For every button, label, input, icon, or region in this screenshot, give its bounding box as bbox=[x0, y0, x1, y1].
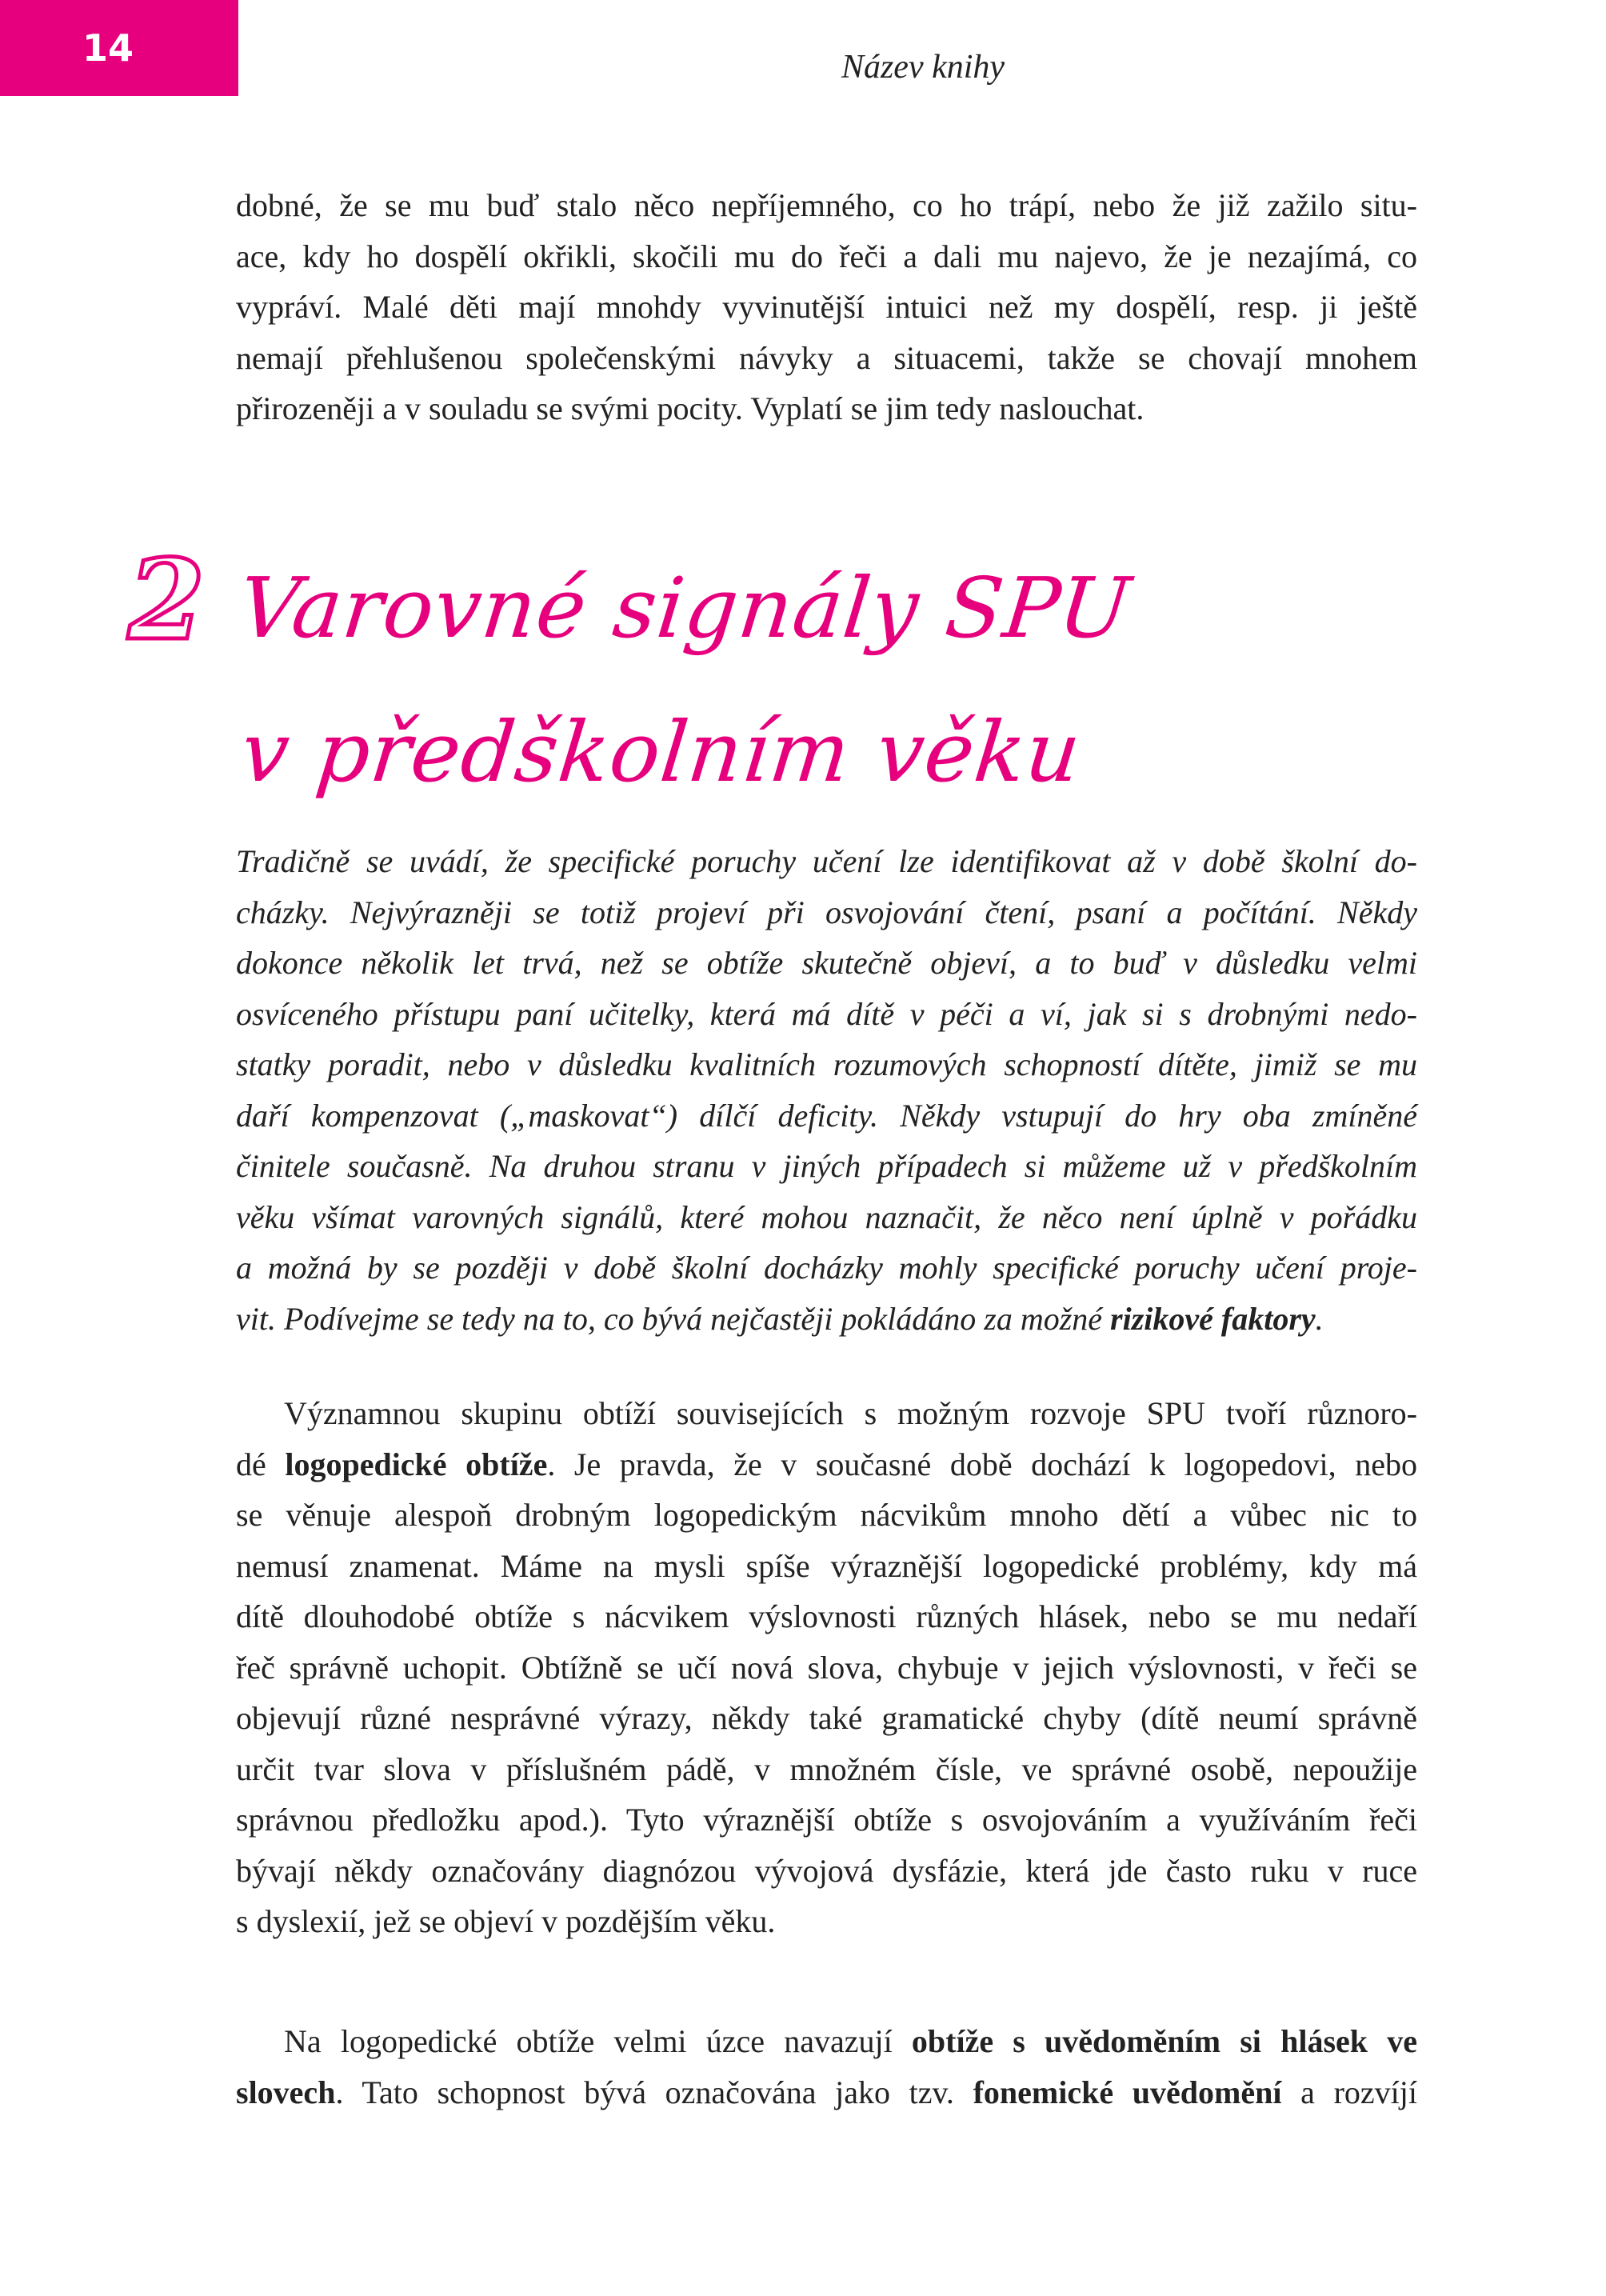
text-run: Na logopedické obtíže velmi úzce navazují bbox=[284, 2023, 912, 2059]
text-line: řeč správně uchopit. Obtížně se učí nová slova, chybuje v jejich výslovnosti, v řeči se bbox=[236, 1649, 1417, 1686]
page-number-box bbox=[0, 0, 238, 96]
text-line: činitele současně. Na druhou stranu v jiných případech si můžeme už v předškolním bbox=[236, 1148, 1417, 1184]
text-line: objevují různé nesprávné výrazy, někdy také gramatické chyby (dítě neumí správně bbox=[236, 1700, 1417, 1736]
italic-lead-paragraph bbox=[236, 836, 1417, 1344]
text-line: bývají někdy označovány diagnózou vývojová dysfázie, která jde často ruku v ruce bbox=[236, 1852, 1417, 1889]
text-line: Významnou skupinu obtíží souvisejících s možným rozvoje SPU tvoří různoro- bbox=[284, 1395, 1417, 1431]
text-line bbox=[236, 2016, 1417, 2067]
text-line: věku všímat varovných signálů, které mohou naznačit, že něco není úplně v pořádku bbox=[236, 1198, 1417, 1235]
intro-paragraph bbox=[236, 180, 1417, 434]
text-line: s dyslexií, jež se objeví v pozdějším věku. bbox=[236, 1903, 776, 1939]
page-number: 14 bbox=[82, 26, 134, 70]
chapter-title-line-2: v předškolním věku bbox=[236, 703, 1086, 801]
text-line: dokonce několik let trvá, než se obtíže skutečně objeví, a to buď v důsledku velmi bbox=[236, 945, 1417, 981]
chapter-number: 2 bbox=[128, 534, 206, 665]
chapter-heading bbox=[128, 536, 1488, 808]
text-line bbox=[236, 2067, 1417, 2118]
text-line: osvíceného přístupu paní učitelky, která má dítě v péči a ví, jak si s drobnými nedo- bbox=[236, 995, 1417, 1032]
text-run: a rozvíjí bbox=[1281, 2074, 1418, 2110]
text-line: dítě dlouhodobé obtíže s nácvikem výslovnosti různých hlásek, nebo se mu nedaří bbox=[236, 1598, 1417, 1634]
text-line: správnou předložku apod.). Tyto výraznější obtíže s osvojováním a využíváním řeči bbox=[236, 1802, 1417, 1838]
text-line: ace, kdy ho dospělí okřikli, skočili mu do řeči a dali mu najevo, že je nezajímá, co bbox=[236, 238, 1417, 274]
text-line bbox=[236, 1294, 1417, 1345]
body-paragraph-3 bbox=[236, 2016, 1417, 2118]
bold-term: logopedické obtíže bbox=[285, 1446, 548, 1482]
text-run: . Je pravda, že v současné době dochází k logopedovi, nebo bbox=[547, 1446, 1417, 1482]
text-line: přirozeněji a v souladu se svými pocity. Vyplatí se jim tedy naslouchat. bbox=[236, 390, 1145, 426]
text-run: vit. Podívejme se tedy na to, co bývá nejčastěji pokládáno za možné bbox=[236, 1300, 1111, 1337]
chapter-title-line-1: Varovné signály SPU bbox=[234, 559, 1136, 657]
text-line: dobné, že se mu buď stalo něco nepříjemného, co ho trápí, nebo že již zažilo situ- bbox=[236, 187, 1417, 223]
text-line: a možná by se později v době školní docházky mohly specifické poruchy učení proje- bbox=[236, 1250, 1417, 1286]
text-run: . bbox=[1315, 1300, 1324, 1337]
bold-term: slovech bbox=[236, 2074, 336, 2110]
text-line: Tradičně se uvádí, že specifické poruchy učení lze identifikovat až v době školní do- bbox=[236, 843, 1417, 879]
text-line: nemusí znamenat. Máme na mysli spíše výraznější logopedické problémy, kdy má bbox=[236, 1547, 1417, 1584]
bold-term: obtíže s uvědoměním si hlásek ve bbox=[911, 2023, 1417, 2059]
text-line: cházky. Nejvýrazněji se totiž projeví při osvojování čtení, psaní a počítání. Někdy bbox=[236, 894, 1417, 930]
text-line: daří kompenzovat („maskovat“) dílčí deficity. Někdy vstupují do hry oba zmíněné bbox=[236, 1097, 1417, 1134]
text-line: vypráví. Malé děti mají mnohdy vyvinutější intuici než my dospělí, resp. ji ještě bbox=[236, 289, 1417, 325]
text-line bbox=[236, 1439, 1417, 1490]
text-run: dé bbox=[236, 1446, 286, 1482]
body-paragraph-2 bbox=[236, 1388, 1417, 1947]
text-line: statky poradit, nebo v důsledku kvalitních rozumových schopností dítěte, jimiž se mu bbox=[236, 1046, 1417, 1082]
text-run: . Tato schopnost bývá označována jako tzv. bbox=[335, 2074, 973, 2110]
text-line: nemají přehlušenou společenskými návyky a situacemi, takže se chovají mnohem bbox=[236, 339, 1417, 376]
bold-term: rizikové faktory bbox=[1110, 1300, 1316, 1337]
text-line: se věnuje alespoň drobným logopedickým nácvikům mnoho dětí a vůbec nic to bbox=[236, 1497, 1417, 1533]
bold-term: fonemické uvědomění bbox=[973, 2074, 1282, 2110]
running-head: Název knihy bbox=[841, 49, 1005, 86]
text-line: určit tvar slova v příslušném pádě, v množném čísle, ve správné osobě, nepoužije bbox=[236, 1750, 1417, 1787]
